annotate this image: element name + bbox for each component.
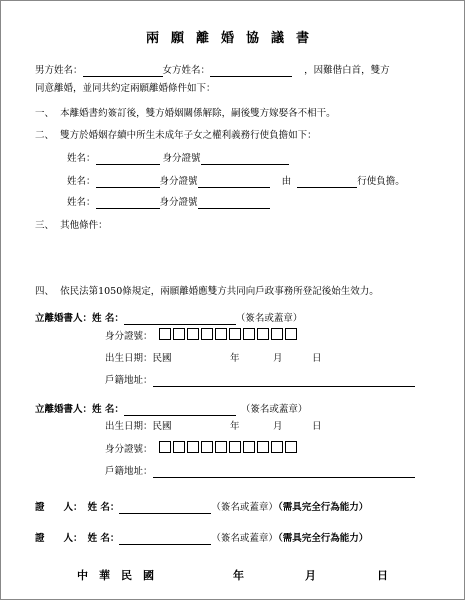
intro-line-1 bbox=[35, 65, 390, 77]
witness-2-name-field[interactable] bbox=[119, 534, 211, 545]
id-digit-box[interactable] bbox=[257, 441, 269, 453]
wife-name-field[interactable] bbox=[210, 66, 292, 77]
child-name-field[interactable] bbox=[96, 198, 160, 209]
id-digit-box[interactable] bbox=[187, 441, 199, 453]
party-1-id-label: 身分證號： bbox=[105, 331, 153, 342]
id-digit-box[interactable] bbox=[173, 441, 185, 453]
clause-3-text: 其他條件： bbox=[60, 220, 108, 231]
witness-sign-hint: （簽名或蓋章） bbox=[211, 533, 278, 544]
reason-text: ，因難偕白首，雙方 bbox=[304, 65, 390, 76]
custody-parent-field[interactable] bbox=[297, 177, 357, 188]
husband-name-label: 男方姓名： bbox=[35, 65, 83, 76]
footer-era: 中 華 民 國 bbox=[77, 569, 154, 582]
witness-1-name-field[interactable] bbox=[119, 503, 211, 514]
party-1-address-field[interactable] bbox=[153, 376, 415, 387]
id-digit-box[interactable] bbox=[215, 328, 227, 340]
id-digit-box[interactable] bbox=[257, 328, 269, 340]
party-2-name-row bbox=[35, 397, 307, 416]
birth-day: 日 bbox=[312, 353, 322, 364]
id-digit-box[interactable] bbox=[285, 441, 297, 453]
id-digit-box[interactable] bbox=[201, 328, 213, 340]
witness-2-row bbox=[35, 526, 368, 545]
id-digit-box[interactable] bbox=[173, 328, 185, 340]
id-digit-box[interactable] bbox=[215, 441, 227, 453]
child-id-label: 身分證號 bbox=[159, 176, 198, 187]
id-digit-box[interactable] bbox=[285, 328, 297, 340]
witness-sign-hint: （簽名或蓋章） bbox=[211, 502, 278, 513]
child-id-field[interactable] bbox=[198, 177, 270, 188]
birth-year: 年 bbox=[230, 421, 240, 432]
party-2-name-field[interactable] bbox=[124, 405, 236, 416]
witness-label: 證 人： bbox=[35, 533, 83, 544]
id-digit-box[interactable] bbox=[159, 328, 171, 340]
birth-label: 出生日期：民國 bbox=[105, 353, 172, 364]
clause-1-text: 本離婚書約簽訂後，雙方婚姻關係解除，嗣後雙方嫁娶各不相干。 bbox=[60, 108, 336, 119]
child-name-field[interactable] bbox=[96, 177, 160, 188]
wife-name-label: 女方姓名： bbox=[162, 65, 211, 76]
address-label: 戶籍地址： bbox=[105, 375, 153, 386]
clause-4-text: 依民法第1050條規定，兩願離婚應雙方共同向戶政事務所登記後始生效力。 bbox=[60, 286, 379, 297]
id-digit-box[interactable] bbox=[229, 441, 241, 453]
capacity-note: （需具完全行為能力） bbox=[277, 502, 369, 513]
child-name-label: 姓名： bbox=[67, 153, 96, 164]
id-digit-box[interactable] bbox=[243, 441, 255, 453]
birth-day: 日 bbox=[312, 421, 322, 432]
sign-hint: （簽名或蓋章） bbox=[240, 404, 308, 415]
child-id-label: 身分證號 bbox=[159, 197, 198, 208]
child-row-2 bbox=[67, 176, 405, 188]
party-2-address-field[interactable] bbox=[153, 467, 415, 478]
id-digit-box[interactable] bbox=[271, 328, 283, 340]
birth-month: 月 bbox=[273, 353, 283, 364]
custody-by-label: 由 bbox=[281, 176, 292, 187]
document-title: 兩願離婚協議書 bbox=[145, 31, 321, 46]
party-2-address-row bbox=[105, 466, 415, 478]
birth-month: 月 bbox=[273, 421, 283, 432]
clause-4-number: 四、 bbox=[35, 286, 55, 297]
clause-4 bbox=[35, 286, 379, 298]
witness-1-row bbox=[35, 495, 368, 514]
clause-2-text: 雙方於婚姻存續中所生未成年子女之權利義務行使負擔如下： bbox=[60, 130, 317, 141]
signer-label: 立離婚書人： bbox=[35, 313, 93, 324]
party-2-id-boxes[interactable] bbox=[159, 441, 299, 453]
party-1-name-row bbox=[35, 306, 302, 325]
party-2-birth-row bbox=[105, 421, 322, 433]
party-name-label: 姓 名： bbox=[92, 313, 124, 324]
footer-month: 月 bbox=[305, 569, 316, 582]
sign-hint: （簽名或蓋章） bbox=[235, 313, 303, 324]
birth-year: 年 bbox=[230, 353, 240, 364]
clause-3-number: 三、 bbox=[35, 220, 55, 231]
clause-3 bbox=[35, 220, 108, 232]
custody-label: 行使負擔。 bbox=[357, 176, 405, 187]
clause-2 bbox=[35, 130, 317, 142]
child-id-field[interactable] bbox=[198, 198, 270, 209]
footer-day: 日 bbox=[377, 569, 388, 582]
id-digit-box[interactable] bbox=[159, 441, 171, 453]
id-digit-box[interactable] bbox=[201, 441, 213, 453]
birth-label: 出生日期：民國 bbox=[105, 421, 172, 432]
capacity-note: （需具完全行為能力） bbox=[277, 533, 369, 544]
clause-1 bbox=[35, 108, 336, 120]
id-digit-box[interactable] bbox=[271, 441, 283, 453]
party-1-birth-row bbox=[105, 353, 322, 365]
husband-name-field[interactable] bbox=[83, 66, 163, 77]
party-2-id-label: 身分證號： bbox=[105, 444, 153, 455]
child-name-label: 姓名： bbox=[67, 197, 96, 208]
id-digit-box[interactable] bbox=[229, 328, 241, 340]
witness-name-label: 姓 名： bbox=[87, 533, 120, 544]
child-name-field[interactable] bbox=[96, 154, 160, 165]
party-1-id-boxes[interactable] bbox=[159, 328, 299, 340]
party-1-name-field[interactable] bbox=[124, 314, 236, 325]
clause-2-number: 二、 bbox=[35, 130, 55, 141]
child-row-1 bbox=[67, 153, 289, 165]
witness-label: 證 人： bbox=[35, 502, 83, 513]
witness-name-label: 姓 名： bbox=[87, 502, 120, 513]
signer-label: 立離婚書人： bbox=[35, 404, 93, 415]
child-id-label: 身分證號 bbox=[162, 153, 201, 164]
child-id-field[interactable] bbox=[201, 154, 289, 165]
child-name-label: 姓名： bbox=[67, 176, 96, 187]
party-name-label: 姓 名： bbox=[92, 404, 124, 415]
intro-line-2: 同意離婚，並同共約定兩願離婚條件如下： bbox=[35, 83, 216, 94]
clause-1-number: 一、 bbox=[35, 108, 55, 119]
address-label: 戶籍地址： bbox=[105, 466, 153, 477]
id-digit-box[interactable] bbox=[243, 328, 255, 340]
child-row-3 bbox=[67, 197, 270, 209]
footer-year: 年 bbox=[233, 569, 244, 582]
id-digit-box[interactable] bbox=[187, 328, 199, 340]
party-1-address-row bbox=[105, 375, 415, 387]
